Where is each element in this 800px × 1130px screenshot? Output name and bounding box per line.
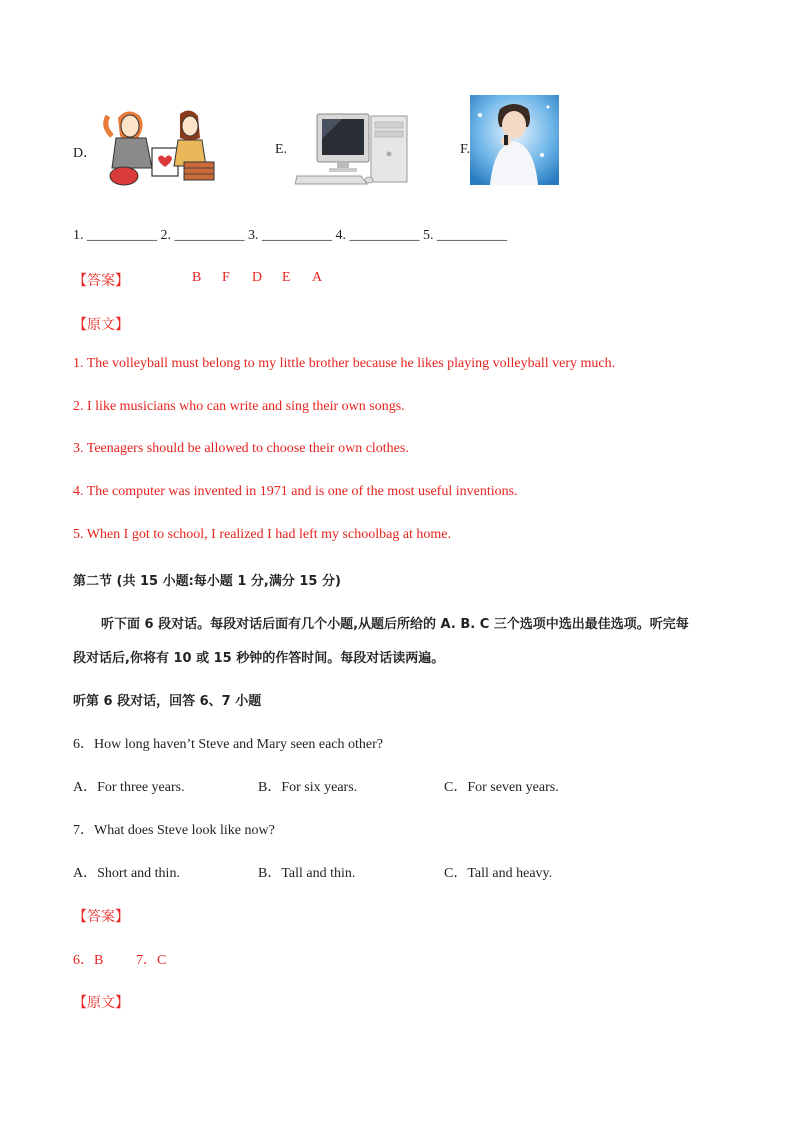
instruction-line-2: 段对话后,你将有 10 或 15 秒钟的作答时间。每段对话读两遍。 bbox=[73, 651, 445, 666]
answer-1: B bbox=[192, 270, 202, 285]
picture-label-e: E. bbox=[275, 142, 288, 157]
answer-3: D bbox=[252, 270, 263, 285]
section2-answer-tag: 【答案】 bbox=[73, 910, 129, 925]
singer-photo bbox=[470, 95, 559, 185]
answer-tag: 【答案】 bbox=[73, 274, 129, 289]
answer-7: 7．C bbox=[136, 953, 167, 968]
q7-option-a: A．Short and thin. bbox=[73, 866, 180, 881]
q6-option-c: C．For seven years. bbox=[444, 780, 559, 795]
computer-illustration bbox=[295, 110, 413, 186]
script-line-1: 1. The volleyball must belong to my little brother because he likes playing volleyball very much. bbox=[73, 356, 616, 371]
q7-option-b: B．Tall and thin. bbox=[258, 866, 356, 881]
answer-4: E bbox=[282, 270, 291, 285]
answer-2: F bbox=[222, 270, 230, 285]
question-7: 7．What does Steve look like now? bbox=[73, 823, 275, 838]
script-line-5: 5. When I got to school, I realized I had left my schoolbag at home. bbox=[73, 527, 452, 542]
section2-script-tag: 【原文】 bbox=[73, 996, 129, 1011]
script-line-3: 3. Teenagers should be allowed to choose their own clothes. bbox=[73, 441, 409, 456]
q7-option-c: C．Tall and heavy. bbox=[444, 866, 553, 881]
q6-option-a: A．For three years. bbox=[73, 780, 185, 795]
question-6: 6．How long haven’t Steve and Mary seen each other? bbox=[73, 737, 383, 752]
answer-blanks-line: 1. __________ 2. __________ 3. __________ 4. __________ 5. __________ bbox=[73, 228, 507, 243]
script-line-2: 2. I like musicians who can write and sing their own songs. bbox=[73, 399, 405, 414]
girls-clothes-illustration bbox=[100, 104, 216, 188]
instruction-line-1: 听下面 6 段对话。每段对话后面有几个小题,从题后所给的 A. B. C 三个选项中选出最佳选项。听完每 bbox=[101, 617, 689, 632]
answer-6: 6．B bbox=[73, 953, 104, 968]
q6-option-b: B．For six years. bbox=[258, 780, 358, 795]
dialog-heading: 听第 6 段对话，回答 6、7 小题 bbox=[73, 694, 262, 709]
picture-label-f: F. bbox=[460, 142, 471, 157]
script-line-4: 4. The computer was invented in 1971 and is one of the most useful inventions. bbox=[73, 484, 518, 499]
section-heading: 第二节 (共 15 小题:每小题 1 分,满分 15 分) bbox=[73, 574, 341, 589]
script-tag: 【原文】 bbox=[73, 318, 129, 333]
picture-label-d: D． bbox=[73, 146, 98, 161]
answer-5: A bbox=[312, 270, 323, 285]
